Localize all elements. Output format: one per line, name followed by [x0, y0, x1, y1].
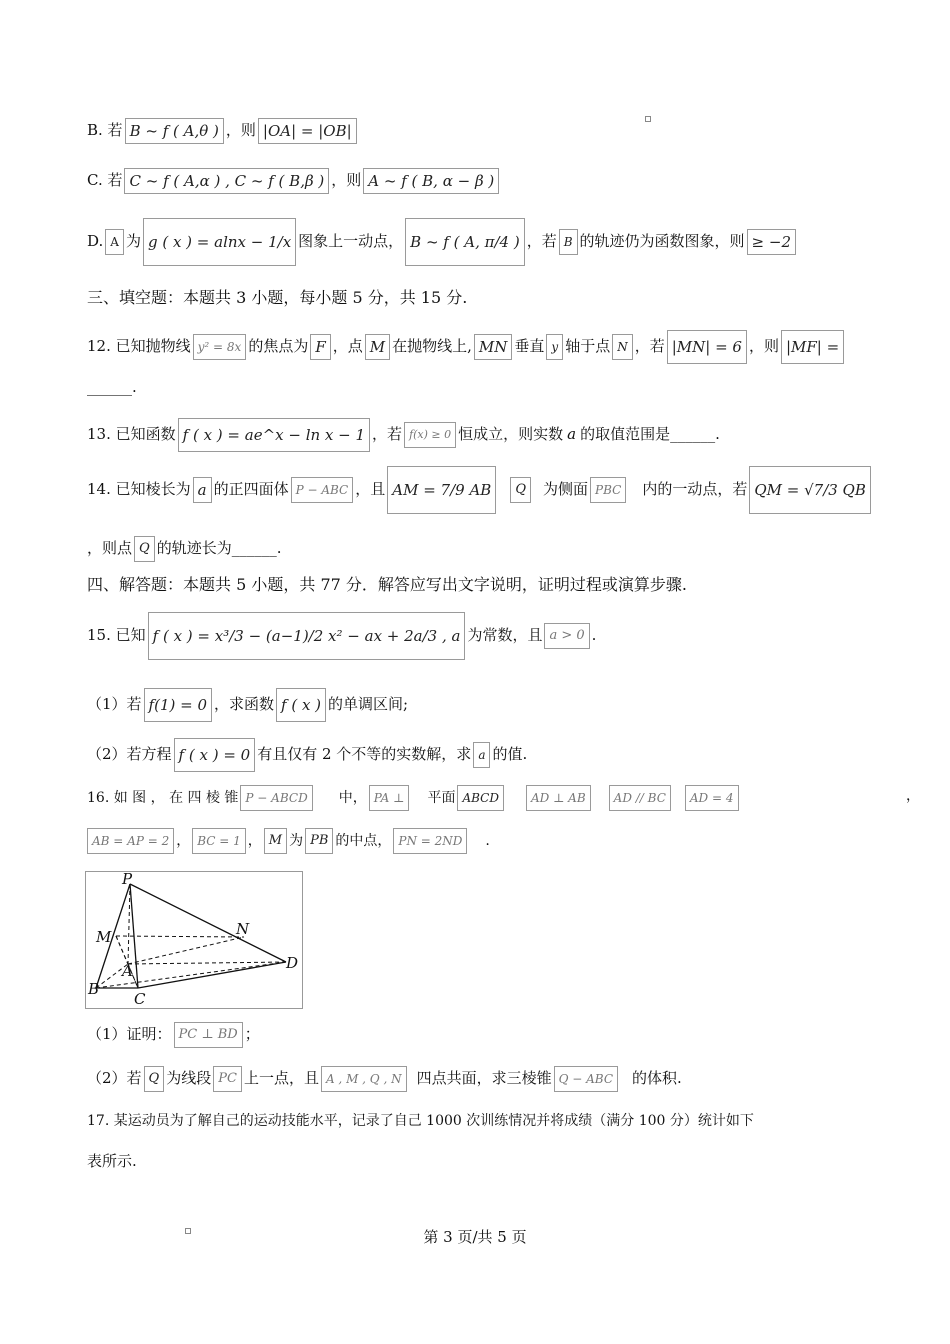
option-label: C. 若 [87, 171, 123, 189]
formula: y² = 8x [193, 334, 247, 360]
formula: AD ⊥ AB [526, 785, 591, 811]
label-d: D [286, 954, 299, 972]
formula: ≥ −2 [747, 229, 796, 255]
formula: A ~ f ( B, α − β ) [363, 168, 499, 194]
question-15-part-2 [87, 738, 527, 772]
question-17: 17. 某运动员为了解自己的运动技能水平，记录了自己 1000 次训练情况并将成绩（满分 100 分）统计如下 [87, 1113, 754, 1129]
text: 有且仅有 2 个不等的实数解，求 [257, 745, 472, 763]
text: ； [244, 1025, 260, 1043]
text: 的轨迹长为______. [156, 539, 282, 557]
text: （2）若方程 [87, 745, 172, 763]
page-footer: 第 3 页/共 5 页 [423, 1228, 527, 1246]
formula: f(x) ≥ 0 [404, 422, 456, 448]
text: ，若 [634, 337, 665, 355]
formula: P − ABC [291, 477, 354, 503]
formula: f ( x ) = ae^x − ln x − 1 [178, 418, 370, 452]
text: 轴于点 [565, 337, 611, 355]
formula: BC = 1 [192, 828, 246, 854]
formula: y [546, 334, 563, 360]
question-16-part-2 [87, 1066, 682, 1092]
formula: AD // BC [609, 785, 671, 811]
formula: g ( x ) = alnx − 1/x [143, 218, 296, 266]
label-b: B [88, 980, 100, 998]
option-label: D. [87, 232, 104, 250]
formula: a > 0 [544, 623, 589, 649]
text: 为线段 [166, 1069, 212, 1087]
text: 中， [338, 790, 367, 806]
option-c [87, 168, 501, 194]
formula: ABCD [457, 785, 504, 811]
formula: f ( x ) = 0 [174, 738, 256, 772]
formula: f(1) = 0 [144, 688, 212, 722]
question-17-cont: 表所示. [87, 1152, 137, 1170]
option-label: B. 若 [87, 121, 123, 139]
text: 为 [289, 833, 304, 849]
formula: |MN| = 6 [667, 330, 747, 364]
text: 的正四面体 [213, 480, 289, 498]
formula: B ~ f ( A,θ ) [125, 118, 224, 144]
text: ，若 [526, 232, 557, 250]
text: . [591, 626, 597, 644]
text: （2）若 [87, 1069, 142, 1087]
formula: |MF| = [781, 330, 844, 364]
formula: MN [474, 334, 512, 360]
text: 12. 已知抛物线 [87, 337, 191, 355]
question-15 [87, 612, 596, 660]
question-14-cont [87, 536, 281, 562]
formula: C ~ f ( A,α ) , C ~ f ( B,β ) [124, 168, 329, 194]
question-15-part-1 [87, 688, 408, 722]
text: 的体积. [632, 1069, 682, 1087]
edge-cd [138, 962, 286, 988]
question-16-comma: ， [906, 788, 920, 804]
text: 14. 已知棱长为 [87, 480, 191, 498]
text: 为常数，且 [467, 626, 543, 644]
text: ，若 [372, 425, 403, 443]
formula: A , M , Q , N [321, 1066, 407, 1092]
formula: PC ⊥ BD [174, 1022, 243, 1048]
label-c: C [134, 990, 146, 1008]
text: （1）若 [87, 695, 142, 713]
formula: PN = 2ND [393, 828, 467, 854]
formula: AD = 4 [685, 785, 739, 811]
question-14 [87, 466, 873, 514]
text: 上一点，且 [243, 1069, 319, 1087]
formula: N [612, 334, 633, 360]
text: 图象上一动点， [298, 232, 404, 250]
answer-blank: ______. [87, 378, 137, 396]
formula: PA ⊥ [369, 785, 410, 811]
formula: Q [510, 477, 531, 503]
question-12 [87, 330, 846, 364]
text: 15. 已知 [87, 626, 146, 644]
formula: a [193, 477, 212, 503]
text: 的值. [492, 745, 528, 763]
question-16-cont: AB = AP = 2 ， BC = 1 ， M 为 PB 的中点， PN = 2ND . [85, 828, 490, 854]
text: 的中点， [335, 833, 392, 849]
formula: f ( x ) [276, 688, 326, 722]
label-n: N [236, 920, 250, 938]
formula: A [105, 229, 124, 255]
text: 16. 如 图 ， 在 四 棱 锥 [87, 790, 239, 806]
formula: P − ABCD [240, 785, 312, 811]
text: 垂直 [514, 337, 545, 355]
formula: M [365, 334, 390, 360]
text: 四点共面，求三棱锥 [416, 1069, 552, 1087]
pyramid-figure [85, 871, 303, 1009]
edge-pd [130, 884, 286, 962]
formula: PC [213, 1066, 242, 1092]
text: ，则点 [87, 539, 133, 557]
formula: f ( x ) = x³/3 − (a−1)/2 x² − ax + 2a/3 , a [148, 612, 466, 660]
formula: M [264, 828, 287, 854]
text: 恒成立，则实数 [458, 425, 564, 443]
section-answer: 四、解答题：本题共 5 小题，共 77 分．解答应写出文字说明，证明过程或演算步骤. [87, 575, 687, 594]
section-fill-in: 三、填空题：本题共 3 小题，每小题 5 分，共 15 分. [87, 288, 468, 307]
segment-mn [116, 936, 244, 937]
formula: Q [144, 1066, 165, 1092]
formula: F [310, 334, 330, 360]
label-p: P [122, 872, 133, 888]
text: 内的一动点，若 [642, 480, 748, 498]
text: 13. 已知函数 [87, 425, 176, 443]
text: 的轨迹仍为函数图象，则 [579, 232, 745, 250]
text: 的焦点为 [248, 337, 309, 355]
text: ，则 [748, 337, 779, 355]
text: ，则 [331, 171, 362, 189]
segment-an [128, 937, 244, 964]
formula: B [559, 229, 578, 255]
variable: a [567, 425, 577, 443]
text: 为 [125, 232, 141, 250]
option-d [87, 218, 798, 266]
edge-ad [128, 962, 286, 964]
text: . [485, 833, 490, 849]
text: （1）证明： [87, 1025, 172, 1043]
label-a: A [122, 962, 133, 980]
text: 的单调区间; [328, 695, 409, 713]
formula: AM = 7/9 AB [387, 466, 496, 514]
text: ，点 [332, 337, 363, 355]
text: 在抛物线上, [392, 337, 472, 355]
formula: Q − ABC [554, 1066, 618, 1092]
formula: Q [134, 536, 155, 562]
pyramid-diagram [86, 872, 302, 1008]
question-13 [87, 418, 720, 452]
label-m: M [96, 928, 112, 946]
text: 为侧面 [543, 480, 589, 498]
question-16 [87, 785, 741, 811]
text: ，则 [225, 121, 256, 139]
scan-mark [645, 116, 651, 122]
formula: PB [305, 828, 333, 854]
text: ，且 [355, 480, 386, 498]
formula: PBC [590, 477, 626, 503]
formula: AB = AP = 2 [87, 828, 174, 854]
formula: QM = √7/3 QB [749, 466, 871, 514]
option-b [87, 118, 359, 144]
formula: a [473, 742, 490, 768]
formula: |OA| = |OB| [258, 118, 357, 144]
question-16-part-1 [87, 1022, 260, 1048]
edge-pa [128, 884, 130, 964]
text: 平面 [427, 790, 456, 806]
text: 的取值范围是______. [580, 425, 720, 443]
formula: B ~ f ( A, π/4 ) [405, 218, 525, 266]
text: ，求函数 [214, 695, 275, 713]
